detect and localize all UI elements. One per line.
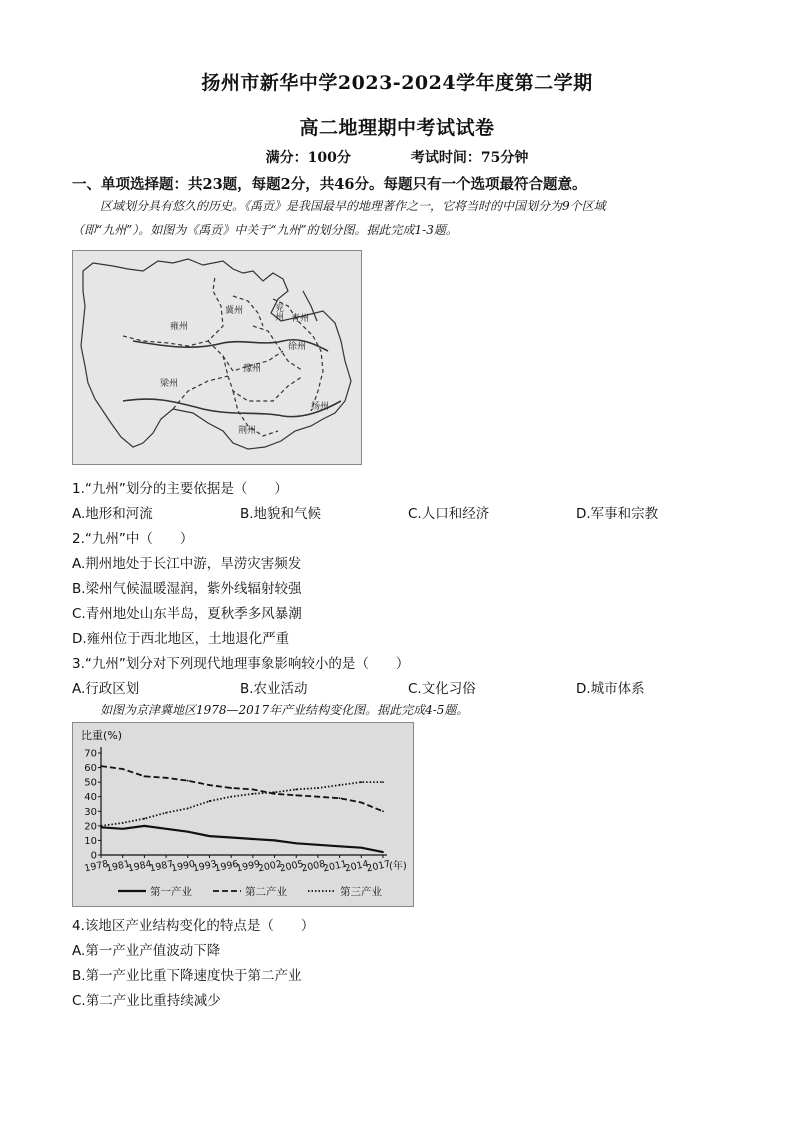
series-3-point-2005 [295, 789, 297, 791]
series-3-point-1981 [122, 822, 124, 824]
series-2-point-2005 [295, 794, 297, 796]
series-2-point-2011 [339, 797, 341, 799]
series-1-point-1993 [209, 835, 211, 837]
y-tick-label-40: 40 [84, 792, 97, 804]
region-label-liangzhou: 梁州 [160, 379, 179, 389]
series-line-1 [101, 826, 383, 852]
series-2-point-1999 [252, 789, 254, 791]
y-tick-label-30: 30 [84, 806, 97, 818]
series-1-point-1990 [187, 831, 189, 833]
question-1-option-a[interactable]: A.地形和河流 [72, 506, 153, 522]
series-2-point-1993 [209, 784, 211, 786]
nine-provinces-map [72, 250, 362, 465]
x-tick-label-1987: 1987 [148, 858, 175, 875]
series-2-point-1978 [100, 765, 102, 767]
series-3-point-1990 [187, 807, 189, 809]
question-2-option-d[interactable]: D.雍州位于西北地区，土地退化严重 [72, 631, 290, 647]
series-line-2 [101, 766, 383, 811]
series-2-point-1987 [165, 777, 167, 779]
series-2-point-1990 [187, 780, 189, 782]
question-2-option-c[interactable]: C.青州地处山东半岛，夏秋季多风暴潮 [72, 606, 302, 622]
series-2-point-2008 [317, 796, 319, 798]
series-3-point-1987 [165, 812, 167, 814]
intro-2-line-1: 如图为京津冀地区1978—2017年产业结构变化图。据此完成4-5题。 [100, 703, 469, 717]
region-label-yuzhou: 豫州 [243, 364, 262, 374]
series-3-point-2008 [317, 787, 319, 789]
question-3-option-d[interactable]: D.城市体系 [576, 681, 645, 697]
question-4-option-b[interactable]: B.第一产业比重下降速度快于第二产业 [72, 968, 302, 984]
x-tick-label-1981: 1981 [105, 858, 132, 875]
y-tick-label-0: 0 [90, 850, 97, 862]
exam-subtitle: 高二地理期中考试试卷 [299, 117, 495, 139]
series-1-point-1999 [252, 838, 254, 840]
series-1-point-2017 [382, 851, 384, 853]
series-2-point-1984 [143, 775, 145, 777]
intro-1-line-1: 区域划分具有悠久的历史。《禹贡》是我国最早的地理著作之一，它将当时的中国划分为9个区域 [100, 199, 606, 213]
series-1-point-2014 [360, 847, 362, 849]
x-tick-label-1990: 1990 [170, 858, 197, 875]
question-3-option-a[interactable]: A.行政区划 [72, 681, 140, 697]
region-label-jingzhou: 荆州 [238, 426, 257, 436]
series-3-point-1978 [100, 825, 102, 827]
legend-label-3: 第三产业 [340, 886, 382, 898]
x-tick-label-1978: 1978 [83, 858, 110, 875]
series-1-point-2002 [274, 840, 276, 842]
x-tick-label-2002: 2002 [257, 858, 283, 875]
region-label-jizhou: 冀州 [225, 306, 244, 316]
series-3-point-2014 [360, 781, 362, 783]
chart-svg [73, 723, 413, 906]
question-3-option-c[interactable]: C.文化习俗 [408, 681, 476, 697]
full-score: 满分：100分 [265, 150, 351, 166]
series-3-point-2002 [274, 791, 276, 793]
x-axis-label: (年) [389, 861, 407, 872]
series-1-point-1996 [230, 837, 232, 839]
region-label-yangzhou: 扬州 [311, 402, 330, 412]
question-2-option-a[interactable]: A.荆州地处于长江中游，旱涝灾害频发 [72, 556, 302, 572]
x-tick-label-1996: 1996 [213, 858, 240, 875]
series-2-point-1981 [122, 768, 124, 770]
question-4-stem: 4.该地区产业结构变化的特点是（ ） [72, 918, 315, 934]
x-tick-label-1999: 1999 [235, 858, 262, 875]
question-2-option-b[interactable]: B.梁州气候温暖湿润，紫外线辐射较强 [72, 581, 302, 597]
y-axis-label: 比重(%) [81, 729, 123, 742]
intro-paragraph-1 [72, 194, 722, 242]
question-4-option-c[interactable]: C.第二产业比重持续减少 [72, 993, 221, 1009]
series-3-point-2017 [382, 781, 384, 783]
x-tick-label-2017: 2017 [365, 858, 392, 875]
y-tick-label-70: 70 [84, 748, 97, 760]
industry-structure-chart [72, 722, 414, 907]
question-2-stem: 2.“九州”中（ ） [72, 531, 194, 547]
series-1-point-1984 [143, 825, 145, 827]
series-3-point-1993 [209, 800, 211, 802]
series-2-point-1996 [230, 787, 232, 789]
x-tick-label-1984: 1984 [126, 858, 153, 875]
question-1-option-c[interactable]: C.人口和经济 [408, 506, 490, 522]
region-label-xuzhou: 徐州 [288, 342, 307, 352]
series-1-point-1981 [122, 828, 124, 830]
x-tick-label-2011: 2011 [322, 858, 349, 875]
series-3-point-1984 [143, 818, 145, 820]
series-3-point-1996 [230, 796, 232, 798]
y-tick-label-60: 60 [84, 763, 97, 775]
series-2-point-2017 [382, 810, 384, 812]
y-tick-label-50: 50 [84, 777, 97, 789]
question-1-option-d[interactable]: D.军事和宗教 [576, 506, 659, 522]
exam-time: 考试时间：75分钟 [410, 150, 529, 166]
series-2-point-2014 [360, 802, 362, 804]
exam-title: 扬州市新华中学2023-2024学年度第二学期 [201, 72, 593, 94]
y-tick-label-20: 20 [84, 821, 97, 833]
x-tick-label-1993: 1993 [191, 858, 218, 875]
x-tick-label-2014: 2014 [343, 858, 370, 875]
intro-1-line-2: （即“九州”）。如图为《禹贡》中关于“九州”的划分图。据此完成1-3题。 [72, 223, 458, 237]
legend-label-2: 第二产业 [245, 886, 287, 898]
intro-paragraph-2 [72, 698, 722, 722]
series-3-point-1999 [252, 793, 254, 795]
question-1-stem: 1.“九州”划分的主要依据是（ ） [72, 481, 288, 497]
y-tick-label-10: 10 [84, 835, 97, 847]
section-heading: 一、单项选择题：共23题，每题2分，共46分。每题只有一个选项最符合题意。 [72, 176, 587, 193]
map-svg [73, 251, 361, 464]
region-label-yanzhou: 兖州 [273, 303, 283, 321]
question-4-option-a[interactable]: A.第一产业产值波动下降 [72, 943, 221, 959]
x-tick-label-2008: 2008 [300, 858, 327, 875]
series-1-point-2005 [295, 842, 297, 844]
exam-info [0, 147, 794, 167]
series-1-point-2008 [317, 844, 319, 846]
series-1-point-2011 [339, 845, 341, 847]
region-label-yongzhou: 雍州 [170, 322, 189, 332]
x-tick-label-2005: 2005 [278, 858, 305, 875]
series-line-3 [101, 782, 383, 826]
series-1-point-1987 [165, 828, 167, 830]
question-3-option-b[interactable]: B.农业活动 [240, 681, 308, 697]
question-1-option-b[interactable]: B.地貌和气候 [240, 506, 322, 522]
legend-label-1: 第一产业 [150, 886, 192, 898]
question-3-stem: 3.“九州”划分对下列现代地理事象影响较小的是（ ） [72, 656, 410, 672]
series-3-point-2011 [339, 784, 341, 786]
region-label-qingzhou: 青州 [291, 314, 310, 324]
